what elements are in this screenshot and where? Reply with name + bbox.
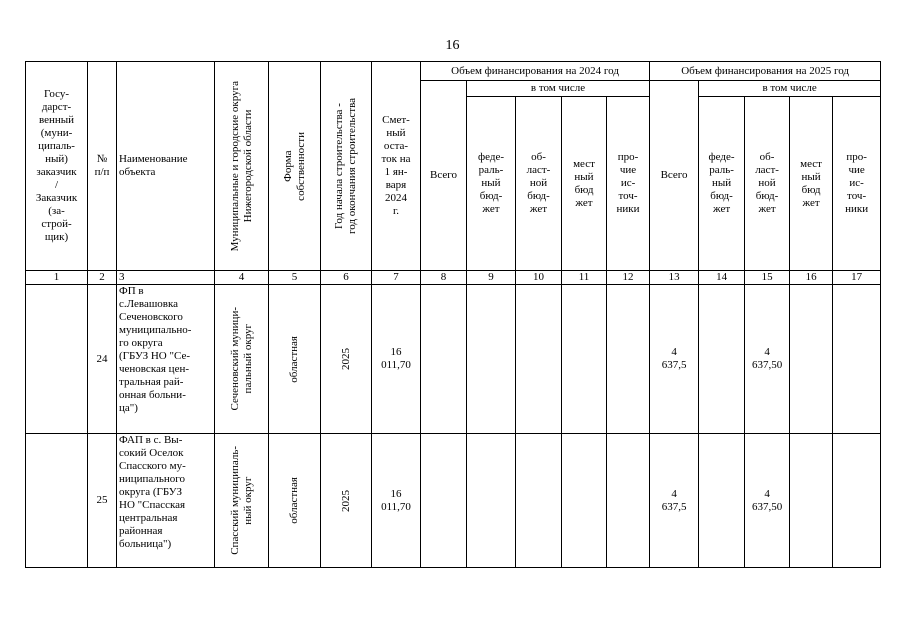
col-number: 1 [26,271,88,285]
financing-table [25,61,881,568]
cell-reg-2024 [516,285,562,434]
cell-loc-2025 [790,285,833,434]
header-fin-2025: Объем финансирования на 2025 год [650,62,881,81]
col-number: 3 [117,271,215,285]
cell-remainder: 16 011,70 [372,434,421,568]
cell-fed-2024 [467,285,516,434]
cell-name: ФАП в с. Вы- сокий Оселок Спасского му- ниципального округа (ГБУЗ НО "Спасская центральная районная больница") [117,434,215,568]
cell-reg-2025: 4 637,50 [745,434,790,568]
cell-num: 24 [88,285,117,434]
header-remainder: Смет- ный оста- ток на 1 ян- варя 2024 г. [372,62,421,271]
col-number: 11 [562,271,607,285]
header-oth-2025: про- чие ис- точ- ники [833,97,881,271]
cell-ownership: областная [269,285,321,434]
cell-fed-2025 [699,285,745,434]
cell-year: 2025 [321,285,372,434]
cell-fed-2024 [467,434,516,568]
cell-fed-2025 [699,434,745,568]
cell-oth-2024 [607,434,650,568]
header-reg-2025: об- ласт- ной бюд- жет [745,97,790,271]
header-loc-2025: мест ный бюд жет [790,97,833,271]
cell-num: 25 [88,434,117,568]
col-number: 17 [833,271,881,285]
cell-total-2025: 4 637,5 [650,285,699,434]
header-total-2025: Всего [650,81,699,271]
cell-loc-2025 [790,434,833,568]
col-number: 5 [269,271,321,285]
header-num: № п/п [88,62,117,271]
col-number: 14 [699,271,745,285]
cell-remainder: 16 011,70 [372,285,421,434]
table-row [26,285,881,434]
cell-reg-2024 [516,434,562,568]
cell-municipality: Сеченовский муници- пальный округ [215,285,269,434]
cell-name: ФП в с.Левашовка Сеченовского муниципально- го округа (ГБУЗ НО "Се- ченовская цен- тральная рай- онная больни- ца") [117,285,215,434]
header-reg-2024: об- ласт- ной бюд- жет [516,97,562,271]
col-number: 6 [321,271,372,285]
header-fin-2024: Объем финансирования на 2024 год [421,62,650,81]
cell-customer [26,434,88,568]
col-number: 10 [516,271,562,285]
col-number: 8 [421,271,467,285]
cell-total-2024 [421,285,467,434]
col-number: 7 [372,271,421,285]
header-years: Год начала строительства - год окончания строительства [321,62,372,271]
header-incl-2025: в том числе [699,81,881,97]
header-name: Наименование объекта [117,62,215,271]
cell-oth-2025 [833,285,881,434]
cell-loc-2024 [562,285,607,434]
column-number-row [26,271,881,285]
header-incl-2024: в том числе [467,81,650,97]
col-number: 4 [215,271,269,285]
table-row [26,434,881,568]
col-number: 9 [467,271,516,285]
cell-year: 2025 [321,434,372,568]
col-number: 15 [745,271,790,285]
col-number: 2 [88,271,117,285]
col-number: 12 [607,271,650,285]
header-fed-2024: феде- раль- ный бюд- жет [467,97,516,271]
header-oth-2024: про- чие ис- точ- ники [607,97,650,271]
cell-oth-2024 [607,285,650,434]
page-number: 16 [445,38,460,53]
cell-oth-2025 [833,434,881,568]
header-customer: Госу- дарст- венный (муни- ципаль- ный) заказчик / Заказчик (за- строй- щик) [26,62,88,271]
cell-customer [26,285,88,434]
header-ownership: Форма собственности [269,62,321,271]
col-number: 13 [650,271,699,285]
header-loc-2024: мест ный бюд жет [562,97,607,271]
header-fed-2025: феде- раль- ный бюд- жет [699,97,745,271]
cell-ownership: областная [269,434,321,568]
cell-total-2025: 4 637,5 [650,434,699,568]
header-municipality: Муниципальные и городские округа Нижегородской области [215,62,269,271]
header-total-2024: Всего [421,81,467,271]
col-number: 16 [790,271,833,285]
cell-loc-2024 [562,434,607,568]
cell-reg-2025: 4 637,50 [745,285,790,434]
cell-municipality: Спасский муниципаль- ный округ [215,434,269,568]
cell-total-2024 [421,434,467,568]
